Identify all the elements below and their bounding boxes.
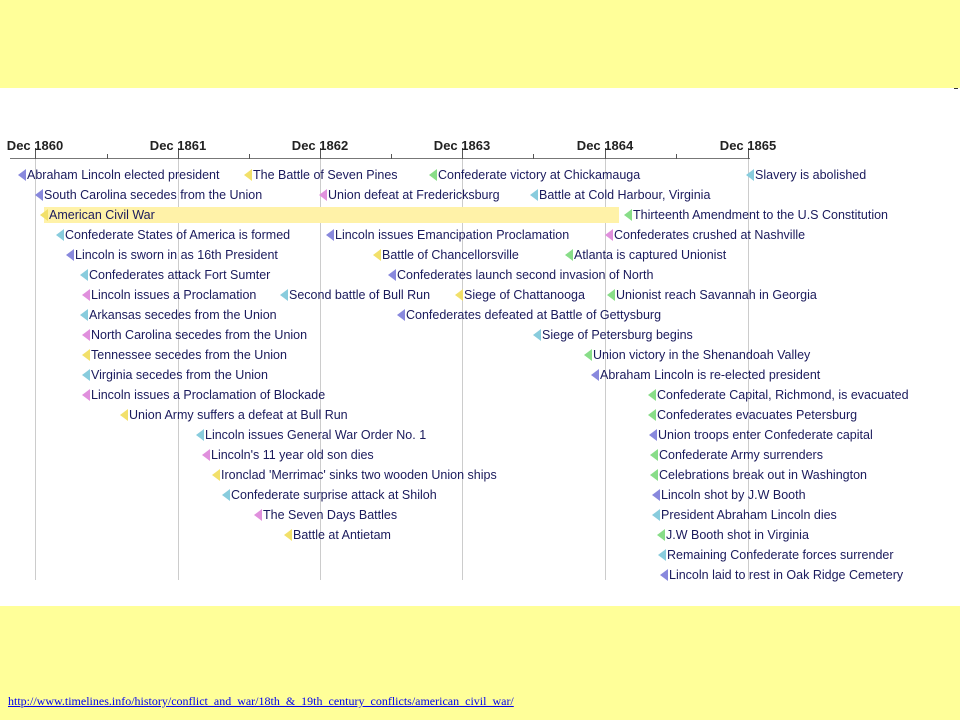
event-label: Union troops enter Confederate capital xyxy=(658,428,873,442)
timeline-event[interactable] xyxy=(584,346,810,364)
timeline-axis xyxy=(10,158,750,159)
event-marker-icon xyxy=(429,169,437,181)
timeline-event[interactable] xyxy=(196,426,426,444)
date-label: Dec 1861 xyxy=(149,138,207,153)
event-label: Union defeat at Fredericksburg xyxy=(328,188,500,202)
timeline-event[interactable] xyxy=(80,266,270,284)
event-label: Ironclad 'Merrimac' sinks two wooden Union ships xyxy=(221,468,497,482)
timeline-event[interactable] xyxy=(660,566,903,584)
event-label: Lincoln is sworn in as 16th President xyxy=(75,248,278,262)
event-label: Battle of Chancellorsville xyxy=(382,248,519,262)
event-label: American Civil War xyxy=(49,208,155,222)
event-marker-icon xyxy=(591,369,599,381)
date-label: Dec 1865 xyxy=(719,138,777,153)
timeline-event[interactable] xyxy=(120,406,348,424)
minor-tick xyxy=(676,154,677,159)
event-marker-icon xyxy=(35,189,43,201)
event-marker-icon xyxy=(584,349,592,361)
gridline xyxy=(35,158,36,580)
event-label: Lincoln's 11 year old son dies xyxy=(211,448,374,462)
event-label: Siege of Chattanooga xyxy=(464,288,585,302)
timeline-event[interactable] xyxy=(455,286,585,304)
event-marker-icon xyxy=(326,229,334,241)
event-marker-icon xyxy=(120,409,128,421)
event-label: North Carolina secedes from the Union xyxy=(91,328,308,342)
timeline-event[interactable] xyxy=(82,326,307,344)
event-marker-icon xyxy=(658,549,666,561)
event-marker-icon xyxy=(196,429,204,441)
event-marker-icon xyxy=(56,229,64,241)
event-marker-icon xyxy=(624,209,632,221)
event-label: South Carolina secedes from the Union xyxy=(44,188,263,202)
timeline-event[interactable] xyxy=(530,186,710,204)
event-marker-icon xyxy=(455,289,463,301)
event-marker-icon xyxy=(222,489,230,501)
date-label: Dec 1862 xyxy=(291,138,349,153)
source-link[interactable]: http://www.timelines.info/history/conflict_and_war/18th_&_19th_century_conflicts/american_civil_war/ xyxy=(8,694,514,708)
timeline-event[interactable] xyxy=(652,506,837,524)
event-label: Lincoln issues a Proclamation of Blockade xyxy=(91,388,326,402)
minor-tick xyxy=(391,154,392,159)
timeline-event[interactable] xyxy=(254,506,397,524)
event-marker-icon xyxy=(82,349,90,361)
timeline-event[interactable] xyxy=(82,346,287,364)
event-label: Abraham Lincoln is re-elected president xyxy=(600,368,821,382)
timeline-event[interactable] xyxy=(607,286,817,304)
event-marker-icon xyxy=(202,449,210,461)
event-marker-icon xyxy=(373,249,381,261)
timeline-event[interactable] xyxy=(82,366,268,384)
event-label: President Abraham Lincoln dies xyxy=(661,508,837,522)
event-marker-icon xyxy=(660,569,668,581)
timeline-event[interactable] xyxy=(388,266,653,284)
event-marker-icon xyxy=(212,469,220,481)
event-label: Lincoln issues General War Order No. 1 xyxy=(205,428,427,442)
event-marker-icon xyxy=(650,469,658,481)
timeline-panel xyxy=(0,88,960,606)
timeline-event[interactable] xyxy=(212,466,497,484)
event-marker-icon xyxy=(530,189,538,201)
event-label: J.W Booth shot in Virginia xyxy=(666,528,809,542)
timeline-event[interactable] xyxy=(605,226,805,244)
event-label: Confederate surprise attack at Shiloh xyxy=(231,488,437,502)
event-marker-icon xyxy=(284,529,292,541)
timeline-event[interactable] xyxy=(397,306,661,324)
event-label: Lincoln issues a Proclamation xyxy=(91,288,257,302)
event-label: Confederates crushed at Nashville xyxy=(614,228,806,242)
timeline-event[interactable] xyxy=(650,446,823,464)
timeline-event[interactable] xyxy=(82,386,325,404)
corner-mark xyxy=(954,88,958,89)
timeline-event[interactable] xyxy=(326,226,569,244)
timeline-event[interactable] xyxy=(319,186,500,204)
event-marker-icon xyxy=(82,389,90,401)
event-marker-icon xyxy=(652,489,660,501)
timeline-event[interactable] xyxy=(244,166,398,184)
event-label: Slavery is abolished xyxy=(755,168,867,182)
timeline-event[interactable] xyxy=(658,546,894,564)
event-marker-icon xyxy=(533,329,541,341)
event-label: Arkansas secedes from the Union xyxy=(89,308,277,322)
event-label: Celebrations break out in Washington xyxy=(659,468,867,482)
event-label: Unionist reach Savannah in Georgia xyxy=(616,288,817,302)
event-marker-icon xyxy=(66,249,74,261)
timeline-event[interactable] xyxy=(429,166,640,184)
event-marker-icon xyxy=(82,289,90,301)
timeline-event[interactable] xyxy=(202,446,374,464)
event-marker-icon xyxy=(648,389,656,401)
event-label: Confederates defeated at Battle of Gettysburg xyxy=(406,308,662,322)
timeline-event[interactable] xyxy=(657,526,809,544)
minor-tick xyxy=(249,154,250,159)
event-label: Abraham Lincoln elected president xyxy=(27,168,220,182)
event-label: Lincoln laid to rest in Oak Ridge Cemetery xyxy=(669,568,904,582)
minor-tick xyxy=(107,154,108,159)
event-marker-icon xyxy=(254,509,262,521)
event-label: Atlanta is captured Unionist xyxy=(574,248,727,262)
minor-tick xyxy=(533,154,534,159)
event-marker-icon xyxy=(244,169,252,181)
event-marker-icon xyxy=(80,309,88,321)
event-label: Thirteenth Amendment to the U.S Constitution xyxy=(633,208,888,222)
event-marker-icon xyxy=(80,269,88,281)
date-label: Dec 1860 xyxy=(6,138,64,153)
event-label: Siege of Petersburg begins xyxy=(542,328,693,342)
timeline-event[interactable] xyxy=(280,286,430,304)
event-label: Confederate Army surrenders xyxy=(659,448,823,462)
event-label: The Battle of Seven Pines xyxy=(253,168,398,182)
timeline-event[interactable] xyxy=(284,526,391,544)
event-marker-icon xyxy=(649,429,657,441)
event-marker-icon xyxy=(607,289,615,301)
event-label: Tennessee secedes from the Union xyxy=(91,348,287,362)
event-label: Confederates attack Fort Sumter xyxy=(89,268,271,282)
event-label: Union Army suffers a defeat at Bull Run xyxy=(129,408,348,422)
timeline-event[interactable] xyxy=(746,166,866,184)
event-label: Confederate Capital, Richmond, is evacuated xyxy=(657,388,909,402)
timeline-event[interactable] xyxy=(565,246,726,264)
event-marker-icon xyxy=(388,269,396,281)
date-label: Dec 1864 xyxy=(576,138,634,153)
event-label: Second battle of Bull Run xyxy=(289,288,431,302)
event-marker-icon xyxy=(565,249,573,261)
timeline-event[interactable] xyxy=(533,326,693,344)
event-marker-icon xyxy=(82,369,90,381)
event-marker-icon xyxy=(40,209,48,221)
event-marker-icon xyxy=(605,229,613,241)
timeline-event[interactable] xyxy=(648,406,857,424)
event-marker-icon xyxy=(657,529,665,541)
event-marker-icon xyxy=(82,329,90,341)
event-label: Lincoln shot by J.W Booth xyxy=(661,488,806,502)
timeline-event[interactable] xyxy=(80,306,277,324)
event-marker-icon xyxy=(280,289,288,301)
timeline-event[interactable] xyxy=(652,486,806,504)
timeline-event[interactable] xyxy=(222,486,437,504)
event-label: Confederate victory at Chickamauga xyxy=(438,168,641,182)
timeline-event[interactable] xyxy=(591,366,820,384)
timeline-event[interactable] xyxy=(66,246,278,264)
event-marker-icon xyxy=(746,169,754,181)
timeline-event[interactable] xyxy=(624,206,888,224)
event-label: Lincoln issues Emancipation Proclamation xyxy=(335,228,570,242)
timeline-event[interactable] xyxy=(650,466,867,484)
event-label: Battle at Cold Harbour, Virginia xyxy=(539,188,711,202)
timeline-event[interactable] xyxy=(648,386,909,404)
event-marker-icon xyxy=(650,449,658,461)
event-marker-icon xyxy=(319,189,327,201)
event-marker-icon xyxy=(18,169,26,181)
timeline-event[interactable] xyxy=(82,286,256,304)
event-label: Confederates launch second invasion of North xyxy=(397,268,654,282)
event-label: Battle at Antietam xyxy=(293,528,391,542)
event-label: Remaining Confederate forces surrender xyxy=(667,548,894,562)
timeline-event[interactable] xyxy=(373,246,519,264)
date-label: Dec 1863 xyxy=(433,138,491,153)
event-marker-icon xyxy=(397,309,405,321)
event-label: Virginia secedes from the Union xyxy=(91,368,268,382)
event-label: The Seven Days Battles xyxy=(263,508,398,522)
event-marker-icon xyxy=(652,509,660,521)
timeline-event[interactable] xyxy=(18,166,219,184)
event-label: Confederate States of America is formed xyxy=(65,228,291,242)
timeline-event[interactable] xyxy=(649,426,873,444)
event-label: Union victory in the Shenandoah Valley xyxy=(593,348,811,362)
timeline-event[interactable] xyxy=(35,186,262,204)
timeline-event[interactable] xyxy=(56,226,290,244)
event-marker-icon xyxy=(648,409,656,421)
timeline-event-american-civil-war[interactable] xyxy=(40,206,155,224)
event-label: Confederates evacuates Petersburg xyxy=(657,408,858,422)
